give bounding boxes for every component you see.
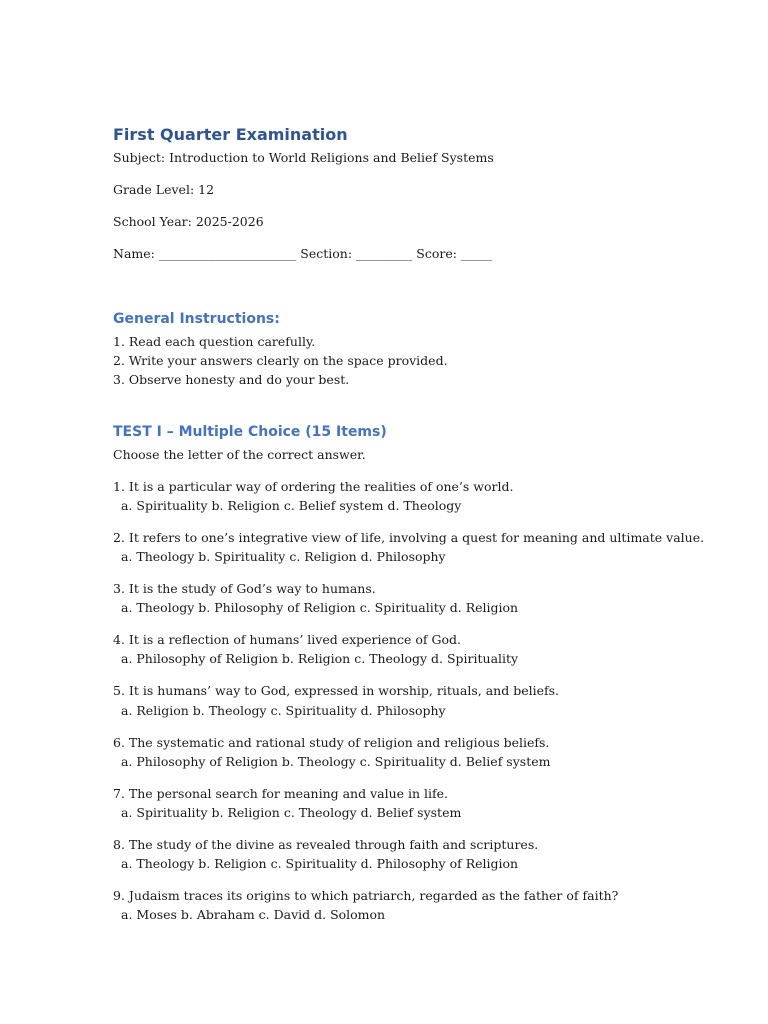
question-text: 1. It is a particular way of ordering the realities of one’s world. bbox=[113, 479, 514, 494]
question-choices: a. Theology b. Religion c. Spirituality d. Philosophy of Religion bbox=[121, 856, 519, 871]
question-choices: a. Religion b. Theology c. Spirituality d. Philosophy bbox=[121, 703, 446, 718]
question-choices: a. Theology b. Spirituality c. Religion d. Philosophy bbox=[121, 549, 446, 564]
question-text: 5. It is humans’ way to God, expressed in worship, rituals, and beliefs. bbox=[113, 683, 560, 698]
school-year-line: School Year: 2025-2026 bbox=[113, 214, 264, 229]
question-choices: a. Spirituality b. Religion c. Theology d. Belief system bbox=[121, 805, 462, 820]
grade-level-line: Grade Level: 12 bbox=[113, 182, 215, 197]
instruction-item: 3. Observe honesty and do your best. bbox=[113, 372, 350, 387]
subject-line: Subject: Introduction to World Religions and Belief Systems bbox=[113, 150, 494, 165]
instruction-item: 1. Read each question carefully. bbox=[113, 334, 316, 349]
question-choices: a. Philosophy of Religion b. Theology c. Spirituality d. Belief system bbox=[121, 754, 551, 769]
question-choices: a. Moses b. Abraham c. David d. Solomon bbox=[121, 907, 386, 922]
question-text: 4. It is a reflection of humans’ lived experience of God. bbox=[113, 632, 461, 647]
instructions-heading: General Instructions: bbox=[113, 311, 280, 327]
test1-heading: TEST I – Multiple Choice (15 Items) bbox=[113, 424, 387, 440]
test1-direction: Choose the letter of the correct answer. bbox=[113, 447, 366, 462]
question-text: 2. It refers to one’s integrative view of life, involving a quest for meaning and ultimate value. bbox=[113, 530, 705, 545]
question-text: 6. The systematic and rational study of religion and religious beliefs. bbox=[113, 735, 550, 750]
question-text: 9. Judaism traces its origins to which patriarch, regarded as the father of faith? bbox=[113, 888, 619, 903]
question-choices: a. Spirituality b. Religion c. Belief system d. Theology bbox=[121, 498, 462, 513]
question-text: 3. It is the study of God’s way to humans. bbox=[113, 581, 376, 596]
question-text: 8. The study of the divine as revealed through faith and scriptures. bbox=[113, 837, 539, 852]
exam-title: First Quarter Examination bbox=[113, 125, 348, 144]
question-choices: a. Theology b. Philosophy of Religion c. Spirituality d. Religion bbox=[121, 600, 519, 615]
question-text: 7. The personal search for meaning and value in life. bbox=[113, 786, 449, 801]
instruction-item: 2. Write your answers clearly on the space provided. bbox=[113, 353, 448, 368]
student-fields-line: Name: ______________________ Section: _________ Score: _____ bbox=[113, 246, 493, 261]
question-choices: a. Philosophy of Religion b. Religion c. Theology d. Spirituality bbox=[121, 651, 519, 666]
